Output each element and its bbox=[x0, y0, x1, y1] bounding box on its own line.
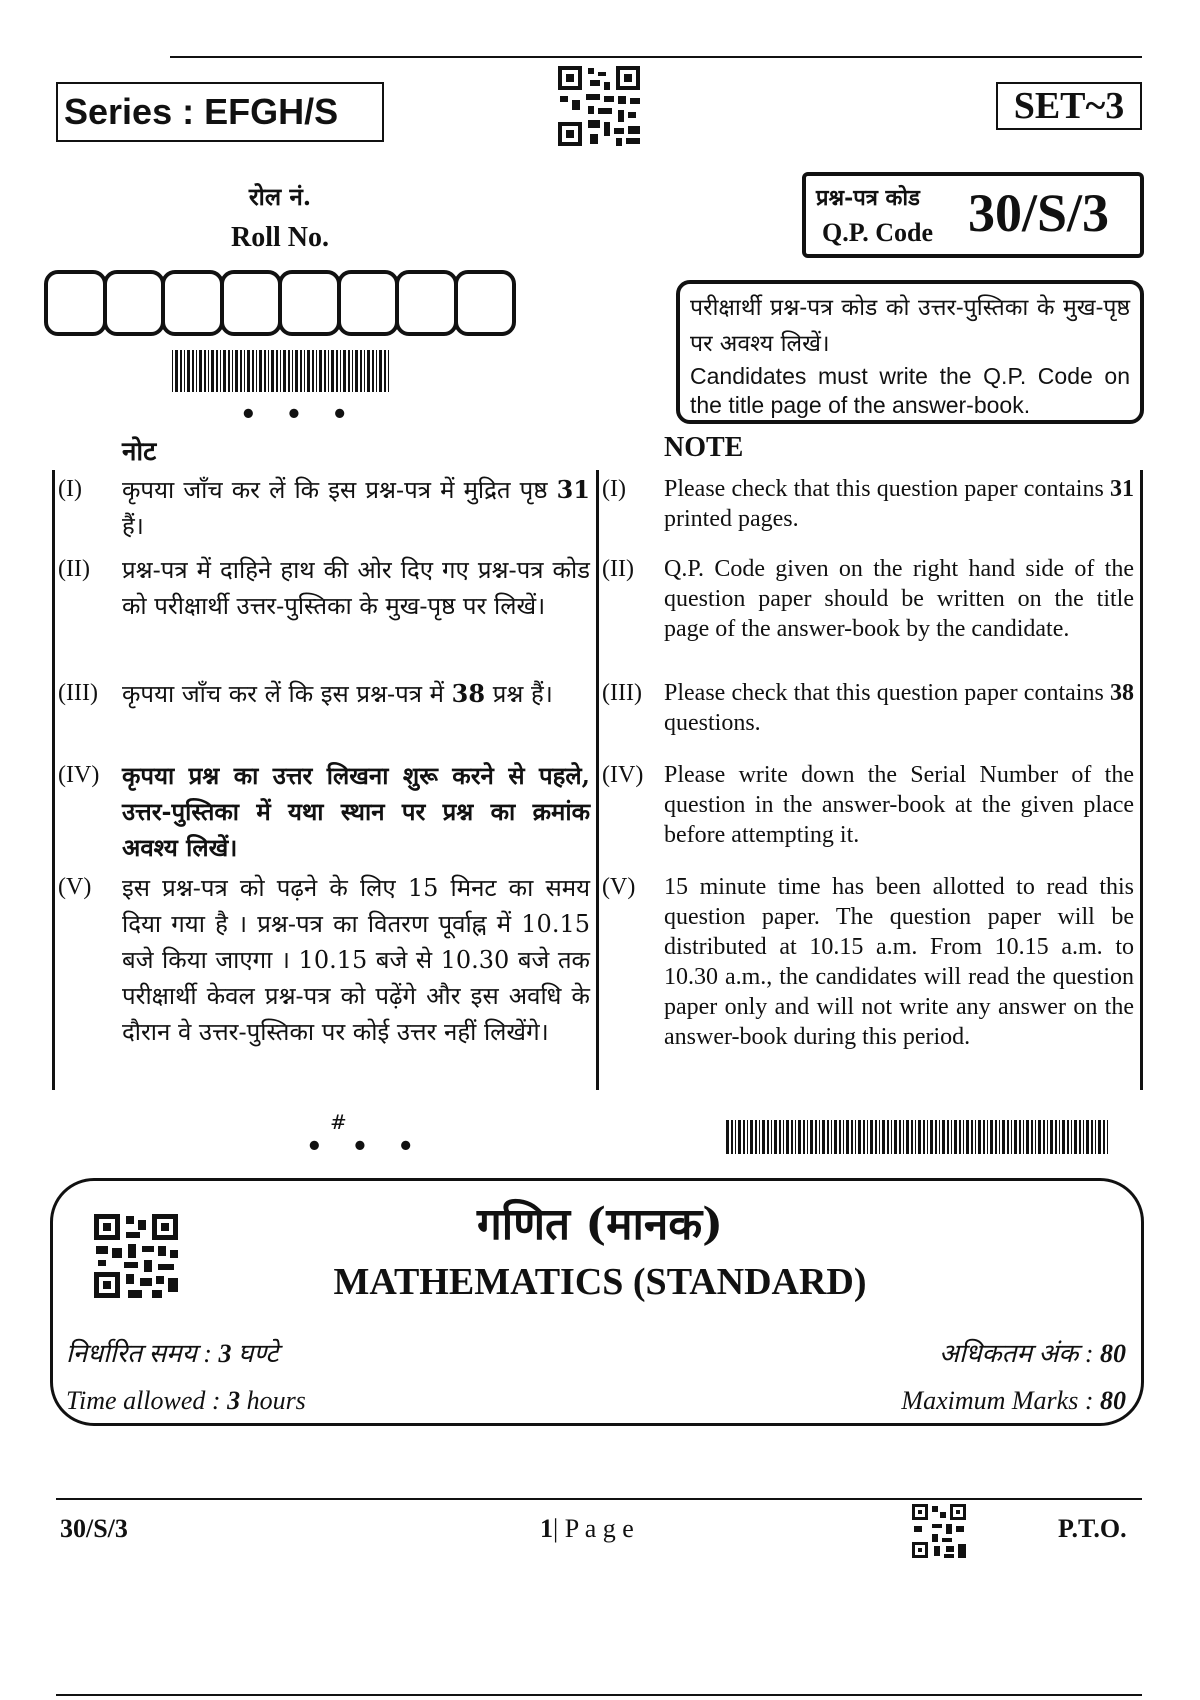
dots-mark: • • • bbox=[306, 1132, 424, 1162]
barcode-bar bbox=[783, 1120, 784, 1154]
note-item-hindi: इस प्रश्न-पत्र को पढ़ने के लिए 15 मिनट का समय दिया गया है । प्रश्न-पत्र का वितरण पूर्वाह्न में 10.15 बजे किया जाएगा । 10.15 बजे से 10.30 बजे तक परीक्षार्थी केवल प्रश्न-पत्र को पढ़ेंगे और इस अवधि के दौरान वे उत्तर-पुस्तिका पर कोई उत्तर नहीं लिखेंगे। bbox=[122, 874, 590, 1046]
barcode-bar bbox=[779, 1120, 781, 1154]
barcode-bar bbox=[216, 350, 218, 392]
hash-mark: # bbox=[330, 1110, 347, 1134]
note-item-hindi: प्रश्न-पत्र में दाहिने हाथ की ओर दिए गए प्रश्न-पत्र कोड को परीक्षार्थी उत्तर-पुस्तिका के मुख-पृष्ठ पर लिखें। bbox=[122, 556, 590, 620]
barcode-bar bbox=[232, 350, 233, 392]
roll-number-label: Roll No. bbox=[231, 222, 329, 253]
barcode-bar bbox=[348, 350, 350, 392]
barcode-bar bbox=[264, 350, 266, 392]
barcode-bar bbox=[271, 350, 274, 392]
barcode-bar bbox=[795, 1120, 796, 1154]
roll-digit-box[interactable] bbox=[278, 270, 341, 336]
series-label: Series : EFGH/S bbox=[56, 82, 384, 142]
barcode-bar bbox=[324, 350, 326, 392]
note-item: Please check that this question paper contains 38 questions. bbox=[664, 680, 1134, 736]
barcode-bar bbox=[316, 350, 317, 392]
barcode-bar bbox=[831, 1120, 832, 1154]
note-number-hindi: (III) bbox=[58, 680, 98, 706]
barcode-bar bbox=[211, 350, 214, 392]
qp-code-value: 30/S/3 bbox=[968, 183, 1110, 243]
barcode-bar bbox=[971, 1120, 973, 1154]
please-turn-over: P.T.O. bbox=[1058, 1514, 1127, 1543]
barcode-bar bbox=[911, 1120, 913, 1154]
note-number: (IV) bbox=[602, 762, 644, 788]
barcode-bar bbox=[184, 350, 185, 392]
roll-digit-box[interactable] bbox=[337, 270, 400, 336]
barcode-bar bbox=[1014, 1120, 1017, 1154]
barcode-bar bbox=[807, 1120, 808, 1154]
barcode-bar bbox=[259, 350, 262, 392]
set-label: SET~3 bbox=[996, 82, 1142, 130]
barcode-bar bbox=[870, 1120, 873, 1154]
barcode-bar bbox=[918, 1120, 921, 1154]
barcode-bar bbox=[750, 1120, 753, 1154]
barcode-bar bbox=[726, 1120, 729, 1154]
barcode-bar bbox=[887, 1120, 889, 1154]
barcode-bar bbox=[963, 1120, 964, 1154]
barcode-bar bbox=[954, 1120, 957, 1154]
barcode-bar bbox=[879, 1120, 880, 1154]
barcode-bar bbox=[1035, 1120, 1036, 1154]
barcode-bar bbox=[1002, 1120, 1005, 1154]
barcode-bar bbox=[867, 1120, 868, 1154]
barcode-bar bbox=[743, 1120, 745, 1154]
barcode-bar bbox=[283, 350, 286, 392]
barcode-bar bbox=[1007, 1120, 1009, 1154]
qr-code-subject bbox=[94, 1214, 178, 1298]
barcode-bar bbox=[352, 350, 353, 392]
barcode-bar bbox=[819, 1120, 820, 1154]
barcode-bar bbox=[1023, 1120, 1024, 1154]
barcode-bar bbox=[379, 350, 382, 392]
barcode-bar bbox=[995, 1120, 997, 1154]
barcode-bar bbox=[839, 1120, 841, 1154]
barcode-bar bbox=[755, 1120, 757, 1154]
instruction-hindi: परीक्षार्थी प्रश्न-पत्र कोड को उत्तर-पुस्तिका के मुख-पृष्ठ पर अवश्य लिखें। bbox=[690, 295, 1130, 357]
roll-number-label-hindi: रोल नं. bbox=[248, 182, 312, 211]
roll-digit-box[interactable] bbox=[220, 270, 283, 336]
barcode-bar bbox=[355, 350, 358, 392]
barcode-bar bbox=[834, 1120, 837, 1154]
barcode-bar bbox=[738, 1120, 741, 1154]
barcode-bar bbox=[384, 350, 386, 392]
roll-digit-box[interactable] bbox=[103, 270, 166, 336]
note-number: (III) bbox=[602, 680, 642, 706]
barcode-bar bbox=[331, 350, 334, 392]
barcode-bar bbox=[774, 1120, 777, 1154]
instruction-english: Candidates must write the Q.P. Code on the title page of the answer-book. bbox=[690, 363, 1130, 418]
roll-number-boxes[interactable] bbox=[44, 270, 516, 336]
barcode-bar bbox=[827, 1120, 829, 1154]
barcode-bar bbox=[1062, 1120, 1065, 1154]
qr-code-footer bbox=[912, 1504, 966, 1558]
note-heading-hindi: नोट bbox=[122, 437, 157, 467]
barcode-bar bbox=[935, 1120, 937, 1154]
barcode-bar bbox=[939, 1120, 940, 1154]
barcode-bar bbox=[1071, 1120, 1072, 1154]
barcode-bar bbox=[295, 350, 298, 392]
column-border-left bbox=[52, 470, 55, 1090]
barcode-bar bbox=[1107, 1120, 1108, 1154]
barcode-bar bbox=[906, 1120, 909, 1154]
barcode-bar bbox=[762, 1120, 765, 1154]
candidate-instruction-box bbox=[676, 280, 1144, 424]
column-border-right bbox=[1140, 470, 1143, 1090]
barcode-bar bbox=[951, 1120, 952, 1154]
barcode-bar bbox=[747, 1120, 748, 1154]
barcode-bar bbox=[208, 350, 209, 392]
barcode-bar bbox=[771, 1120, 772, 1154]
barcode-bar bbox=[328, 350, 329, 392]
barcode-bar bbox=[1047, 1120, 1048, 1154]
barcode-bar bbox=[180, 350, 182, 392]
barcode-bar bbox=[252, 350, 254, 392]
roll-digit-box[interactable] bbox=[161, 270, 224, 336]
barcode-left bbox=[172, 350, 392, 392]
bottom-rule bbox=[56, 1694, 1142, 1696]
barcode-bar bbox=[288, 350, 290, 392]
barcode-bar bbox=[319, 350, 322, 392]
barcode-bar bbox=[798, 1120, 801, 1154]
barcode-bar bbox=[372, 350, 374, 392]
barcode-bar bbox=[735, 1120, 736, 1154]
barcode-bar bbox=[1091, 1120, 1093, 1154]
barcode-bar bbox=[846, 1120, 849, 1154]
barcode-bar bbox=[803, 1120, 805, 1154]
dots-mark: • • • bbox=[240, 400, 358, 430]
barcode-bar bbox=[376, 350, 377, 392]
barcode-bar bbox=[223, 350, 226, 392]
barcode-bar bbox=[851, 1120, 853, 1154]
barcode-bar bbox=[959, 1120, 961, 1154]
note-heading: NOTE bbox=[664, 432, 744, 463]
barcode-bar bbox=[1043, 1120, 1045, 1154]
barcode-bar bbox=[903, 1120, 904, 1154]
barcode-bar bbox=[791, 1120, 793, 1154]
barcode-bar bbox=[1103, 1120, 1105, 1154]
barcode-bar bbox=[1011, 1120, 1012, 1154]
note-number-hindi: (II) bbox=[58, 556, 90, 582]
maximum-marks-hindi: अधिकतम अंक : 80 bbox=[939, 1339, 1126, 1368]
barcode-bar bbox=[822, 1120, 825, 1154]
barcode-bar bbox=[196, 350, 197, 392]
barcode-bar bbox=[894, 1120, 897, 1154]
barcode-bar bbox=[175, 350, 178, 392]
barcode-bar bbox=[1067, 1120, 1069, 1154]
barcode-bar bbox=[882, 1120, 885, 1154]
barcode-bar bbox=[187, 350, 190, 392]
barcode-bar bbox=[312, 350, 314, 392]
barcode-bar bbox=[975, 1120, 976, 1154]
barcode-bar bbox=[292, 350, 293, 392]
note-item-hindi: कृपया जाँच कर लें कि इस प्रश्न-पत्र में 38 प्रश्न हैं। bbox=[122, 679, 553, 708]
barcode-bar bbox=[247, 350, 250, 392]
note-number: (V) bbox=[602, 874, 636, 900]
barcode-bar bbox=[1019, 1120, 1021, 1154]
note-item: 15 minute time has been allotted to read this question paper. The question paper will be distributed at 10.15 a.m. From 10.15 a.m. to 10.30 a.m., the candidates will read the question paper only and will not write any answer on the answer-book during this period. bbox=[664, 874, 1134, 1050]
note-item-hindi: कृपया जाँच कर लें कि इस प्रश्न-पत्र में मुद्रित पृष्ठ 31 हैं। bbox=[122, 475, 590, 540]
barcode-bar bbox=[256, 350, 257, 392]
barcode-bar bbox=[1098, 1120, 1101, 1154]
barcode-bar bbox=[983, 1120, 985, 1154]
barcode-bar bbox=[930, 1120, 933, 1154]
barcode-bar bbox=[228, 350, 230, 392]
barcode-bar bbox=[810, 1120, 813, 1154]
barcode-bar bbox=[1050, 1120, 1053, 1154]
barcode-bar bbox=[987, 1120, 988, 1154]
barcode-bar bbox=[343, 350, 346, 392]
barcode-bar bbox=[304, 350, 305, 392]
qp-code-label-hindi: प्रश्न-पत्र कोड bbox=[816, 185, 920, 211]
barcode-bar bbox=[172, 350, 173, 392]
barcode-bar bbox=[336, 350, 338, 392]
barcode-bar bbox=[300, 350, 302, 392]
barcode-bar bbox=[1038, 1120, 1041, 1154]
barcode-bar bbox=[276, 350, 278, 392]
top-rule bbox=[170, 56, 1142, 58]
barcode-bar bbox=[999, 1120, 1000, 1154]
barcode-bar bbox=[367, 350, 370, 392]
barcode-bar bbox=[858, 1120, 861, 1154]
barcode-bar bbox=[843, 1120, 844, 1154]
barcode-bar bbox=[891, 1120, 892, 1154]
qr-code-top bbox=[558, 66, 640, 146]
barcode-bar bbox=[235, 350, 238, 392]
barcode-bar bbox=[340, 350, 341, 392]
barcode-bar bbox=[915, 1120, 916, 1154]
qp-code-label: Q.P. Code bbox=[822, 218, 933, 247]
barcode-bar bbox=[1026, 1120, 1029, 1154]
barcode-bar bbox=[966, 1120, 969, 1154]
barcode-bar bbox=[1059, 1120, 1060, 1154]
barcode-bar bbox=[307, 350, 310, 392]
barcode-bar bbox=[875, 1120, 877, 1154]
barcode-bar bbox=[388, 350, 389, 392]
roll-digit-box[interactable] bbox=[44, 270, 107, 336]
barcode-bar bbox=[1074, 1120, 1077, 1154]
note-item-hindi: कृपया प्रश्न का उत्तर लिखना शुरू करने से पहले, उत्तर-पुस्तिका में यथा स्थान पर प्रश्न का क्रमांक अवश्य लिखें। bbox=[122, 761, 590, 862]
barcode-bar bbox=[1086, 1120, 1089, 1154]
time-allowed: Time allowed : 3 hours bbox=[66, 1386, 306, 1415]
footer-rule bbox=[56, 1498, 1142, 1500]
barcode-bar bbox=[815, 1120, 817, 1154]
roll-digit-box[interactable] bbox=[454, 270, 517, 336]
barcode-bar bbox=[942, 1120, 945, 1154]
barcode-bar bbox=[927, 1120, 928, 1154]
barcode-bar bbox=[220, 350, 221, 392]
barcode-bar bbox=[767, 1120, 769, 1154]
barcode-bar bbox=[1095, 1120, 1096, 1154]
note-number-hindi: (I) bbox=[58, 476, 82, 502]
barcode-bar bbox=[244, 350, 245, 392]
barcode-bar bbox=[863, 1120, 865, 1154]
footer-qp-code: 30/S/3 bbox=[60, 1514, 128, 1543]
note-item: Please write down the Serial Number of the question in the answer-book at the given place before attempting it. bbox=[664, 762, 1134, 848]
barcode-bar bbox=[1031, 1120, 1033, 1154]
note-item: Q.P. Code given on the right hand side of the question paper should be written on the title page of the answer-book by the candidate. bbox=[664, 556, 1134, 642]
barcode-bar bbox=[360, 350, 362, 392]
note-number: (II) bbox=[602, 556, 634, 582]
barcode-bar bbox=[364, 350, 365, 392]
barcode-bar bbox=[759, 1120, 760, 1154]
barcode-bar bbox=[1083, 1120, 1084, 1154]
note-number-hindi: (IV) bbox=[58, 762, 100, 788]
column-border-middle bbox=[596, 470, 599, 1090]
note-number-hindi: (V) bbox=[58, 874, 92, 900]
barcode-bar bbox=[1055, 1120, 1057, 1154]
barcode-bar bbox=[947, 1120, 949, 1154]
barcode-bar bbox=[923, 1120, 925, 1154]
page-number: 1| P a g e bbox=[540, 1514, 634, 1543]
barcode-bar bbox=[204, 350, 206, 392]
barcode-bar bbox=[1079, 1120, 1081, 1154]
barcode-bar bbox=[268, 350, 269, 392]
barcode-bar bbox=[192, 350, 194, 392]
barcode-bar bbox=[731, 1120, 733, 1154]
time-allowed-hindi: निर्धारित समय : 3 घण्टे bbox=[66, 1339, 279, 1368]
note-item: Please check that this question paper contains 31 printed pages. bbox=[664, 476, 1134, 532]
barcode-bar bbox=[786, 1120, 789, 1154]
subject-title-hindi: गणित (मानक) bbox=[477, 1199, 723, 1250]
maximum-marks: Maximum Marks : 80 bbox=[901, 1386, 1126, 1415]
barcode-bar bbox=[240, 350, 242, 392]
barcode-bar bbox=[899, 1120, 901, 1154]
barcode-bar bbox=[978, 1120, 981, 1154]
barcode-bar bbox=[855, 1120, 856, 1154]
barcode-right bbox=[726, 1120, 1112, 1154]
barcode-bar bbox=[280, 350, 281, 392]
subject-title: MATHEMATICS (STANDARD) bbox=[333, 1261, 867, 1303]
roll-digit-box[interactable] bbox=[395, 270, 458, 336]
barcode-bar bbox=[990, 1120, 993, 1154]
barcode-bar bbox=[199, 350, 202, 392]
note-number: (I) bbox=[602, 476, 626, 502]
